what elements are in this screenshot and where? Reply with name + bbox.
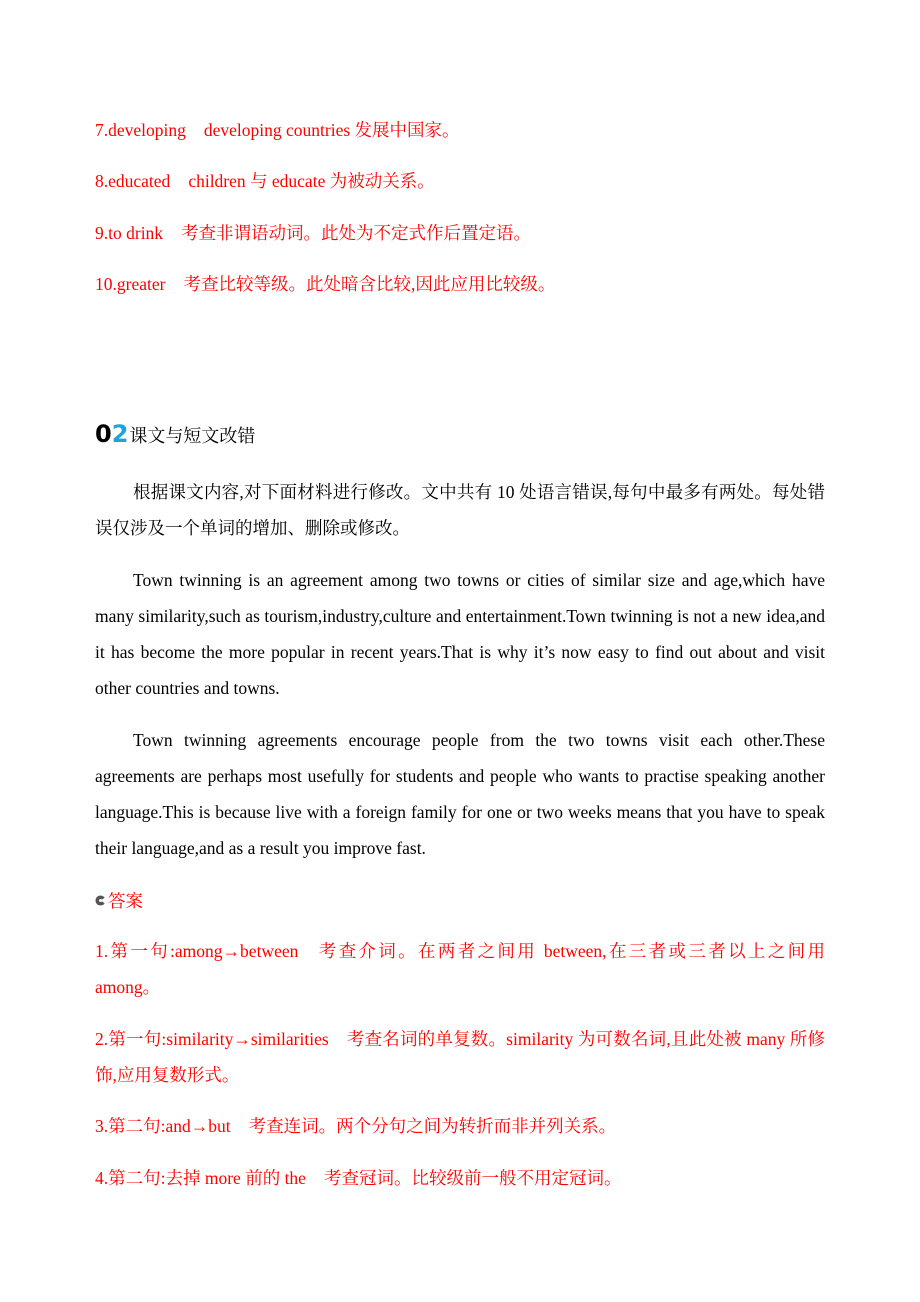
answer-note: 考查冠词。比较级前一般不用定冠词。 (323, 1168, 622, 1188)
answer-key: 7.developing (95, 120, 186, 140)
answer-key: 1.第一句:among→between (95, 941, 299, 961)
answer-item-3 (95, 1108, 825, 1144)
answer-item-2 (95, 1021, 825, 1093)
answer-item-10 (95, 266, 825, 302)
instructions-paragraph: 根据课文内容,对下面材料进行修改。文中共有 10 处语言错误,每句中最多有两处。每处错误仅涉及一个单词的增加、删除或修改。 (95, 482, 825, 538)
answer-note: 考查名词的单复数。similarity 为可数名词,且此处被 many 所修饰,应用复数形式。 (95, 1029, 825, 1085)
answer-key: 3.第二句:and→but (95, 1116, 231, 1136)
section-heading (95, 420, 255, 456)
answer-item-8 (95, 163, 825, 199)
answer-note: 考查介词。在两者之间用 between,在三者或三者以上之间用 among。 (95, 941, 825, 997)
answer-label: 答案 (108, 890, 143, 911)
answer-note: children 与 educate 为被动关系。 (188, 171, 435, 191)
answer-note: developing countries 发展中国家。 (203, 120, 460, 140)
answer-marker-icon (95, 895, 106, 906)
section-title: 课文与短文改错 (129, 426, 256, 446)
answer-item-1 (95, 933, 825, 1005)
answer-key: 4.第二句:去掉 more 前的 the (95, 1168, 306, 1188)
answer-key: 10.greater (95, 274, 166, 294)
answer-item-4 (95, 1160, 825, 1196)
answer-note: 考查非谓语动词。此处为不定式作后置定语。 (181, 223, 532, 243)
section-number-first: 0 (95, 420, 112, 448)
section-number-second: 2 (111, 420, 129, 448)
passage-paragraph-1: Town twinning is an agreement among two towns or cities of similar size and age,which have many similarity,such as tourism,industry,culture and entertainment.Town twinning is not a new idea,and it has become the more popular in recent years.That is why it’s now easy to find out about and visit other countries and towns. (95, 570, 825, 698)
answer-item-7 (95, 112, 825, 148)
answer-item-9 (95, 215, 825, 251)
passage-paragraph-2: Town twinning agreements encourage people from the two towns visit each other.These agreements are perhaps most usefully for students and people who wants to practise speaking another language.This is because live with a foreign family for one or two weeks means that you have to speak their language,and as a result you improve fast. (95, 730, 825, 858)
answer-note: 考查比较等级。此处暗含比较,因此应用比较级。 (183, 274, 556, 294)
answer-note: 考查连词。两个分句之间为转折而非并列关系。 (248, 1116, 617, 1136)
answer-key: 9.to drink (95, 223, 164, 243)
answer-key: 2.第一句:similarity→similarities (95, 1029, 329, 1049)
answer-key: 8.educated (95, 171, 171, 191)
answer-heading (95, 882, 143, 918)
